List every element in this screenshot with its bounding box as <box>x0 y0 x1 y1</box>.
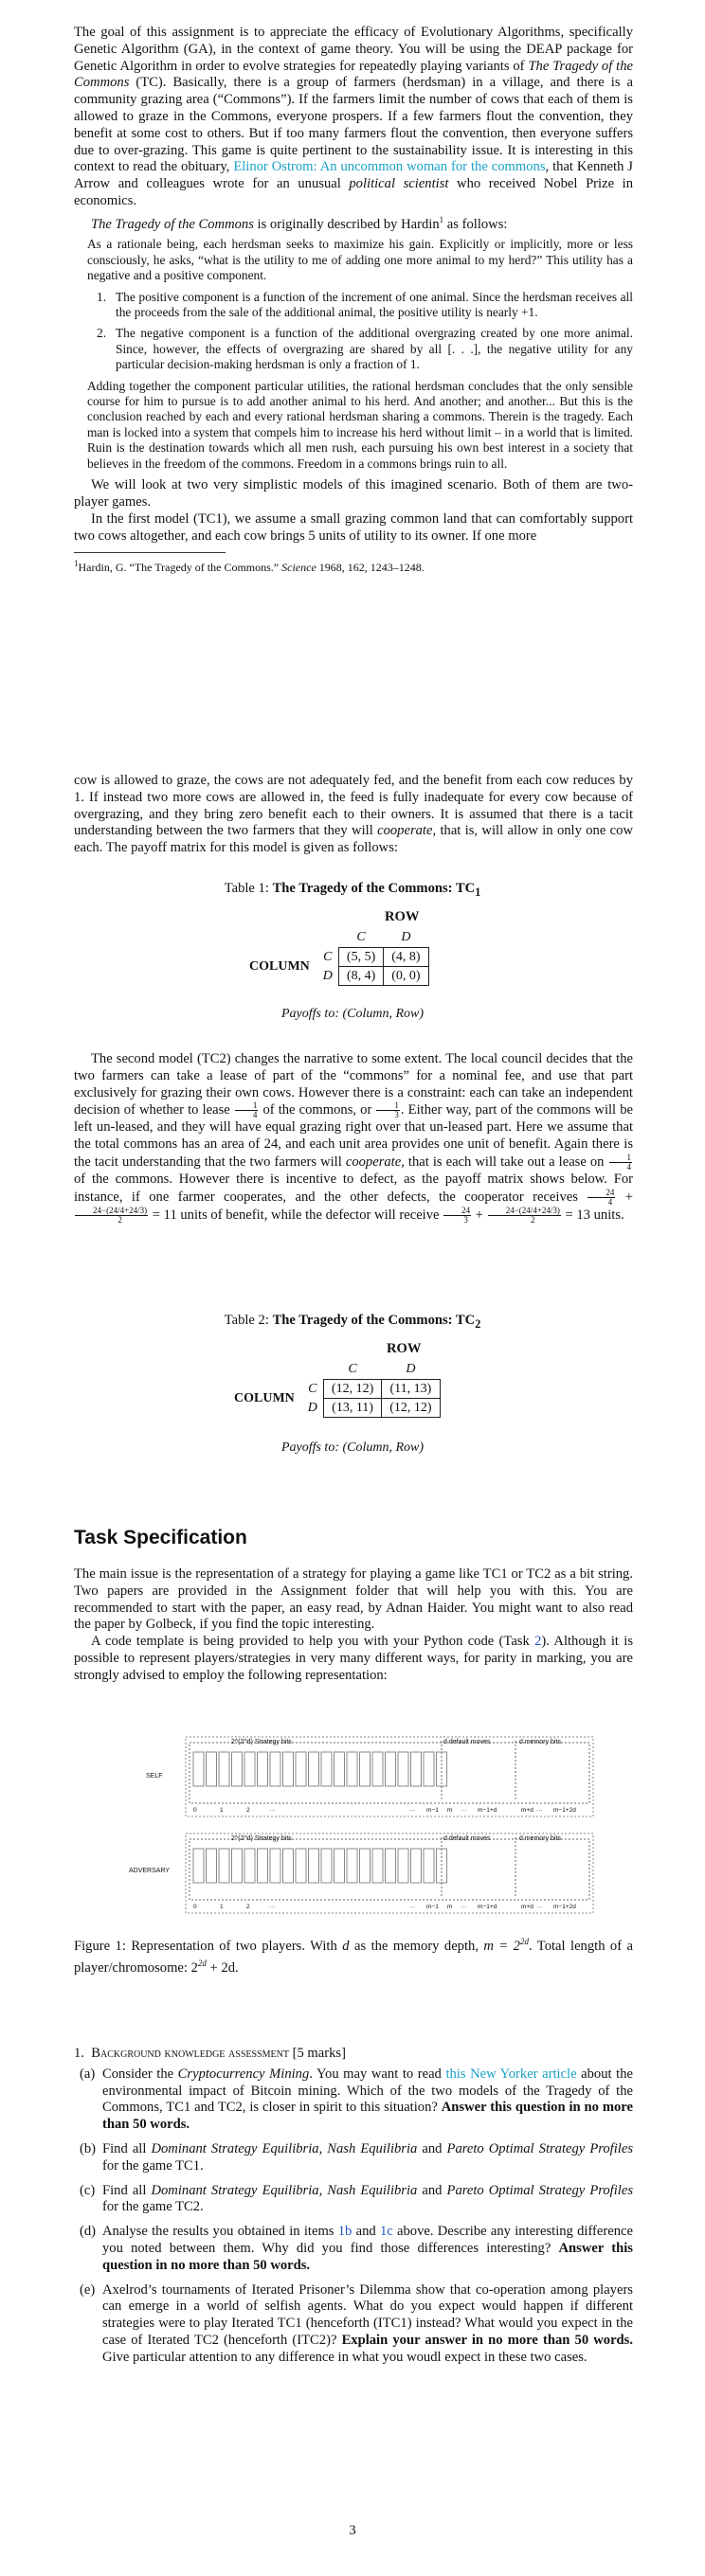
payoff-table-2 <box>233 1360 441 1418</box>
bit-cell <box>296 1752 306 1786</box>
strategy-bits-label: 2^(2^d) Strategy bits <box>231 1835 292 1842</box>
question-1: 1. Background knowledge assessment [5 marks] (a) Consider the Cryptocurrency Mining. You may want to read this New Yorker article about the environmental impact of Bitcoin mining. Which of the two models of the Tragedy of the Commons, TC1 and TC2, is closer in spirit to this situation? Answer this question in no more than 50 words. (b) Find all Dominant Strategy Equilibria, Nash Equilibria and Pareto Optimal Strategy Profiles for the game TC1. (c) Find all Dominant Strategy Equilibria, Nash Equilibria and Pareto Optimal Strategy Profiles for the game TC2. (d) Analyse the results you obtained in items 1b and 1c above. Describe any interesting difference you noted between them. Why did you find those differences interesting? Answer this question in no more than 50 words. (e) Axelrod’s tournaments of Iterated Prisoner’s Dilemma show that co-operation among players can emerge in a world of selfish agents. What do you expect would happen if different strategies were to play Iterated TC1 (henceforth (ITC1) instead? What would you expect in the case of Iterated TC2 (henceforth (ITC2)? Explain your answer in no more than 50 words. Give particular attention to any difference in what you woudl expect in these two cases. <box>74 2046 634 2365</box>
intro-section <box>74 25 633 575</box>
bit-cell <box>347 1849 357 1883</box>
bit-index: 0 <box>193 1904 197 1910</box>
row-header: C <box>323 949 333 964</box>
payoffs-note: Payoffs to: (Column, Row) <box>280 1007 425 1021</box>
figure-caption: Figure 1: Representation of two players. With d as the memory depth, $m = 2^{2d}$. Total length of a player/chromosome: $2^{2d} + 2d$. <box>74 1937 634 1976</box>
bit-cell <box>244 1752 255 1786</box>
col-header: C <box>348 1362 357 1376</box>
column-label: COLUMN <box>249 958 310 974</box>
bit-cell <box>372 1752 383 1786</box>
bit-index: 0 <box>193 1807 197 1814</box>
bit-index: m+d <box>521 1904 533 1910</box>
bit-cell <box>334 1849 345 1883</box>
footnote-rule <box>74 552 226 553</box>
bit-cell <box>283 1752 294 1786</box>
models-paragraph-2: In the first model (TC1), we assume a small grazing common land that can comfortably support two cows altogether, and each cow brings 5 units of utility to its owner. If one more <box>74 510 633 544</box>
questions-section <box>74 2046 633 2374</box>
payoff-table-1 <box>248 928 429 986</box>
question-list <box>74 2046 633 2367</box>
payoff-cell: (12, 12) <box>382 1399 440 1418</box>
bit-cell <box>232 1752 243 1786</box>
payoff-cell: (8, 4) <box>338 967 383 986</box>
section-heading: Task Specification <box>74 1527 247 1548</box>
sub-question-d: (d) Analyse the results you obtained in items 1b and 1c above. Describe any interesting difference you noted between them. Why did you find those differences interesting? Answer this question in no more than 50 words. <box>80 2224 633 2273</box>
ostrom-link[interactable]: Elinor Ostrom: An uncommon woman for the commons <box>233 159 546 175</box>
row-header: D <box>307 1400 317 1415</box>
list-item: 2. The negative component is a function of the additional overgrazing created by one more animal. Since, however, the effects of overgrazing are shared by all [. . .], the negative utility for any particular decision-making herdsman is only a fraction of 1. <box>97 326 633 372</box>
payoffs-note: Payoffs to: (Column, Row) <box>280 1440 425 1455</box>
new-yorker-link[interactable]: this New Yorker article <box>445 2066 577 2082</box>
bit-index: ··· <box>409 1807 416 1814</box>
self-label: SELF <box>146 1773 163 1780</box>
table-1-caption: Table 1: The Tragedy of the Commons: $TC_1$ <box>224 881 481 899</box>
bit-cell <box>398 1752 408 1786</box>
col-header: C <box>356 930 366 944</box>
col-header: D <box>406 1362 416 1376</box>
models-paragraph-3: cow is allowed to graze, the cows are not adequately fed, and the benefit from each cow reduces by 1. If instead two more cows are allowed in, the feed is fully inadequate for every cow because of overgrazing, and they bring zero benefit each to their owners. It is assumed that there is a tacit understanding between the two farmers that they will cooperate, that is, will allow in only one cow each. The payoff matrix for this model is given as follows: <box>74 773 633 856</box>
bit-cell <box>309 1752 319 1786</box>
bit-index: m−1 <box>426 1904 439 1910</box>
bit-cell <box>193 1752 204 1786</box>
bit-index: m−1+d <box>478 1904 497 1910</box>
bit-cell <box>360 1849 371 1883</box>
hardin-intro: The Tragedy of the Commons is originally described by Hardin$^1$ as follows: <box>91 214 508 232</box>
adversary-label: ADVERSARY <box>129 1868 171 1874</box>
bit-cell <box>219 1752 229 1786</box>
quote-lead: As a rationale being, each herdsman seeks to maximize his gain. Explicitly or implicitly, more or less consciously, he asks, “what is the utility to me of adding one more animal to my herd?” This utility has a negative and a positive component. <box>87 237 633 283</box>
default-moves-label: d default moves <box>443 1835 491 1842</box>
bit-index: 1 <box>220 1807 224 1814</box>
intro-paragraph: The goal of this assignment is to appreciate the efficacy of Evolutionary Algorithms, specifically Genetic Algorithm (GA), in the context of game theory. You will be using the DEAP package for Genetic Algorithm in order to evolve strategies for repeatedly playing variants of The Tragedy of the Commons (TC). Basically, there is a group of farmers (herdsman) in a village, and there is a community grazing area (“Commons”). If the farmers limit the number of cows that each of them is allowed to graze in the Commons, everyone prospers. If a few farmers flout the convention, they benefit at some cost to others. But if too many farmers flout the convention, then everyone suffers due to over-grazing. This game is quite pertinent to the sustainability issue. It is interesting in this context to read the obituary, Elinor Ostrom: An uncommon woman for the commons, that Kenneth J Arrow and colleagues wrote for an unusual political scientist who received Nobel Prize in economics. <box>74 25 634 208</box>
bit-cell <box>270 1849 280 1883</box>
chromosome-diagram <box>129 1731 603 1921</box>
payoff-cell: (12, 12) <box>323 1380 381 1399</box>
bit-index: 1 <box>220 1904 224 1910</box>
default-moves-label: d default moves <box>443 1739 491 1745</box>
bit-cell <box>309 1849 319 1883</box>
col-header: D <box>401 930 411 944</box>
bit-cell <box>207 1849 217 1883</box>
memory-bits-label: d memory bits <box>519 1739 561 1745</box>
payoff-cell: (13, 11) <box>323 1399 381 1418</box>
task-paragraph-1: The main issue is the representation of a strategy for playing a game like TC1 or TC2 as a bit string. Two papers are provided in the Assignment folder that will help you with this. You are recommended to start with the paper, an easy read, by Adnan Haider. You might want to also read the paper by Golbeck, if you find the topic interesting. <box>74 1566 633 1633</box>
model2-paragraph: The second model (TC2) changes the narrative to some extent. The local council decides that the two farmers can take a lease of part of the “commons” for a nominal fee, and use that part exclusively for grazing their own cows. However there is a constraint: each can take an independent decision of whether to lease $\frac{1}{4}$ of the commons, or $\frac{1}{3}$ . Either way, part of the commons will be left un-leased, and they will have equal grazing right over that un-leased part. Here we assume that the total commons has an area of 24, and each unit area provides one unit of benefit. Again there is the tacit understanding that the two farmers will cooperate, that is each will take out a lease on $\frac{1}{4}$ of the commons. However there is incentive to defect, as the payoff matrix shows below. For instance, if one farmer cooperates, and the other defects, the cooperator receives $\frac{24}{4}$ + $\frac{24-(24/4+24/3)}{2}$ = 11 units of benefit, while the defector will receive $\frac{24}{3}$ + $\frac{24-(24/4+24/3)}{2}$ = 13 units. <box>74 1051 633 1225</box>
sub-question-e: (e) Axelrod’s tournaments of Iterated Prisoner’s Dilemma show that co-operation among players can emerge in a world of selfish agents. What do you expect would happen if different strategies were to play Iterated TC1 (henceforth (ITC1) instead? What would you expect in the case of Iterated TC2 (henceforth (ITC2)? Explain your answer in no more than 50 words. Give particular attention to any difference in what you woudl expect in these two cases. <box>80 2281 634 2365</box>
bit-cell <box>411 1752 422 1786</box>
models-continuation <box>74 773 633 857</box>
bit-cell <box>232 1849 243 1883</box>
bit-index: ··· <box>461 1904 467 1910</box>
payoff-cell: (0, 0) <box>384 967 428 986</box>
bit-cell <box>386 1752 396 1786</box>
list-item: 1. The positive component is a function of the increment of one animal. Since the herdsman receives all the proceeds from the sale of the additional animal, the positive utility is nearly +1. <box>97 289 633 320</box>
bit-cell <box>193 1849 204 1883</box>
bit-cell <box>347 1752 357 1786</box>
payoff-cell: (11, 13) <box>382 1380 440 1399</box>
sub-question-list <box>80 2066 634 2367</box>
bit-index: m+d <box>521 1807 533 1814</box>
bit-cell <box>219 1849 229 1883</box>
models-paragraph-1: We will look at two very simplistic models of this imagined scenario. Both of them are two-player games. <box>74 477 633 510</box>
bit-index: ··· <box>536 1904 543 1910</box>
bit-index: ··· <box>461 1807 467 1814</box>
bit-cell <box>424 1849 434 1883</box>
strategy-bits-label: 2^(2^d) Strategy bits <box>231 1739 292 1745</box>
row-label: ROW <box>387 1341 422 1356</box>
bit-index: ··· <box>409 1904 416 1910</box>
bit-index: m−1+d <box>478 1807 497 1814</box>
bit-index: 2 <box>246 1807 250 1814</box>
bit-cell <box>321 1752 332 1786</box>
table-1 <box>0 881 705 1021</box>
task-section <box>74 1527 633 1685</box>
column-label: COLUMN <box>234 1390 295 1405</box>
bit-index: m−1 <box>426 1807 439 1814</box>
bit-index: m−1+2d <box>553 1807 576 1814</box>
bit-cell <box>207 1752 217 1786</box>
bit-index: m <box>447 1904 453 1910</box>
bit-cell <box>296 1849 306 1883</box>
hardin-quote <box>87 237 633 472</box>
bit-cell <box>321 1849 332 1883</box>
sub-question-b: (b) Find all Dominant Strategy Equilibria, Nash Equilibria and Pareto Optimal Strategy Profiles for the game TC1. <box>80 2140 634 2174</box>
ref-1b[interactable]: 1b <box>337 2224 352 2240</box>
task-paragraph-2: A code template is being provided to help you with your Python code (Task 2). Although it is possible to represent players/strategies in very many different ways, for parity in marking, you are strongly advised to employ the following representation: <box>74 1634 633 1683</box>
bit-index: m <box>447 1807 453 1814</box>
bit-cell <box>283 1849 294 1883</box>
quote-list <box>97 289 633 373</box>
bit-index: ··· <box>269 1807 276 1814</box>
model2-section <box>74 1051 633 1225</box>
bit-index: 2 <box>246 1904 250 1910</box>
bit-index: m−1+2d <box>553 1904 576 1910</box>
row-label: ROW <box>385 909 420 924</box>
bit-cell <box>258 1752 268 1786</box>
sub-question-c: (c) Find all Dominant Strategy Equilibria, Nash Equilibria and Pareto Optimal Strategy Profiles for the game TC2. <box>80 2182 634 2215</box>
payoff-cell: (5, 5) <box>338 948 383 967</box>
footnote: $^1$Hardin, G. “The Tragedy of the Commons.” Science 1968, 162, 1243–1248. <box>74 559 425 575</box>
sub-question-a: (a) Consider the Cryptocurrency Mining. You may want to read this New Yorker article about the environmental impact of Bitcoin mining. Which of the two models of the Tragedy of the Commons, TC1 and TC2, is closer in spirit to this situation? Answer this question in no more than 50 words. <box>80 2066 633 2133</box>
table-2-caption: Table 2: The Tragedy of the Commons: $TC_2$ <box>224 1313 481 1331</box>
task-2-ref[interactable]: 2 <box>534 1634 542 1650</box>
memory-bits-label: d memory bits <box>519 1835 561 1842</box>
bit-cell <box>424 1752 434 1786</box>
bit-cell <box>270 1752 280 1786</box>
bit-cell <box>334 1752 345 1786</box>
page-number: 3 <box>349 2523 356 2538</box>
bit-cell <box>360 1752 371 1786</box>
bit-cell <box>244 1849 255 1883</box>
ref-1c[interactable]: 1c <box>379 2224 393 2240</box>
row-header: C <box>308 1381 317 1396</box>
bit-cell <box>372 1849 383 1883</box>
figure-1 <box>129 1731 603 1921</box>
payoff-cell: (4, 8) <box>384 948 428 967</box>
bit-index: ··· <box>269 1904 276 1910</box>
bit-cell <box>386 1849 396 1883</box>
bit-cell <box>411 1849 422 1883</box>
bit-index: ··· <box>536 1807 543 1814</box>
row-header: D <box>322 968 333 983</box>
bit-cell <box>258 1849 268 1883</box>
quote-close: Adding together the component particular utilities, the rational herdsman concludes that the only sensible course for him to pursue is to add another animal to his herd. And another; and another... But this is the conclusion reached by each and every rational herdsman sharing a commons. Therein is the tragedy. Each man is locked into a system that compels him to increase his herd without limit – in a world that is limited. Ruin is the destination towards which all men rush, each pursuing his own best interest in a society that believes in the freedom of the commons. Freedom in a commons brings ruin to all. <box>87 378 633 471</box>
bit-cell <box>398 1849 408 1883</box>
table-2 <box>0 1313 705 1455</box>
